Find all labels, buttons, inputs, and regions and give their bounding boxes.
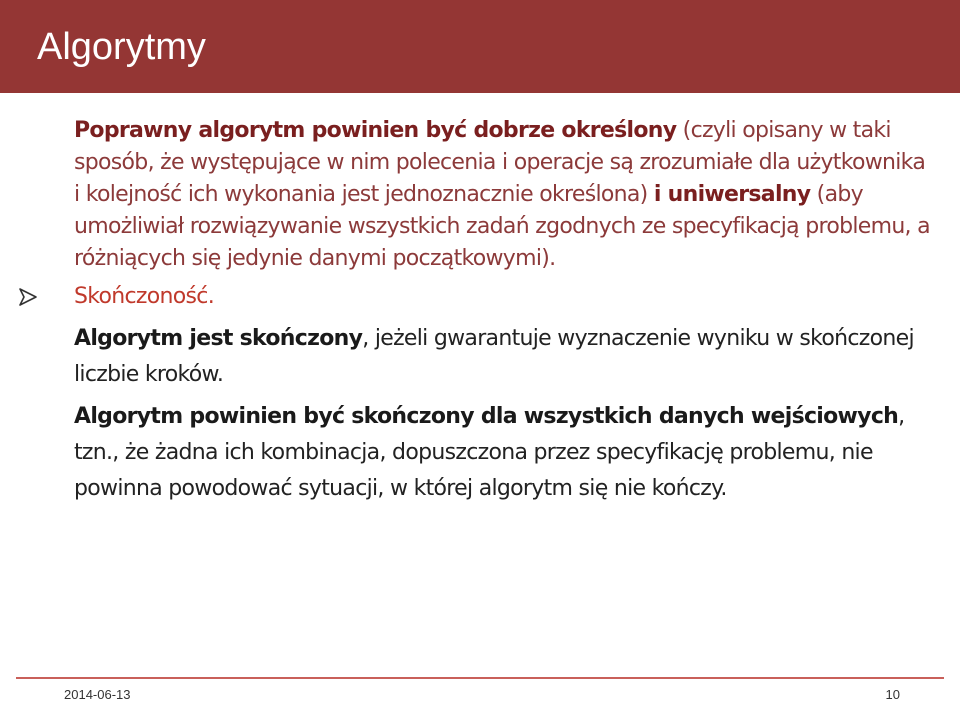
paragraph-finite-for-all-inputs (74, 399, 934, 507)
paragraph3-text: , tzn., że żadna ich kombinacja, dopuszczona przez specyfikację problemu, nie powinna powodować sytuacji, w której algorytm się nie kończy. (74, 404, 905, 501)
slide-content (74, 115, 934, 507)
paragraph1-text2: (aby umożliwiał rozwiązywanie wszystkich zadań zgodnych ze specyfikacją problemu, a różniących się jedynie danymi początkowymi). (74, 182, 930, 271)
bullet-finiteness (74, 281, 934, 313)
arrow-bullet-icon (18, 287, 38, 307)
bullet-label: Skończoność. (74, 284, 214, 309)
bold-algorithm-is-finite: Algorytm jest skończony (74, 326, 363, 351)
bold-universal: i uniwersalny (653, 182, 811, 207)
footer-page-number: 10 (885, 687, 900, 702)
paragraph1-text1: (czyli opisany w taki sposób, że występujące w nim polecenia i operacje są zrozumiałe dla użytkownika i kolejność ich wykonania jest jednoznacznie określona) (74, 118, 926, 207)
bold-well-defined: Poprawny algorytm powinien być dobrze określony (74, 118, 677, 143)
footer-date: 2014-06-13 (64, 687, 131, 702)
paragraph2-text: , jeżeli gwarantuje wyznaczenie wyniku w skończonej liczbie kroków. (74, 326, 914, 387)
paragraph-finite-definition (74, 321, 934, 393)
bold-finite-for-all-inputs: Algorytm powinien być skończony dla wszystkich danych wejściowych (74, 404, 899, 429)
title-bar (0, 0, 960, 93)
slide-title: Algorytmy (37, 26, 206, 68)
paragraph-correct-algorithm (74, 115, 934, 275)
footer-divider (16, 677, 944, 679)
